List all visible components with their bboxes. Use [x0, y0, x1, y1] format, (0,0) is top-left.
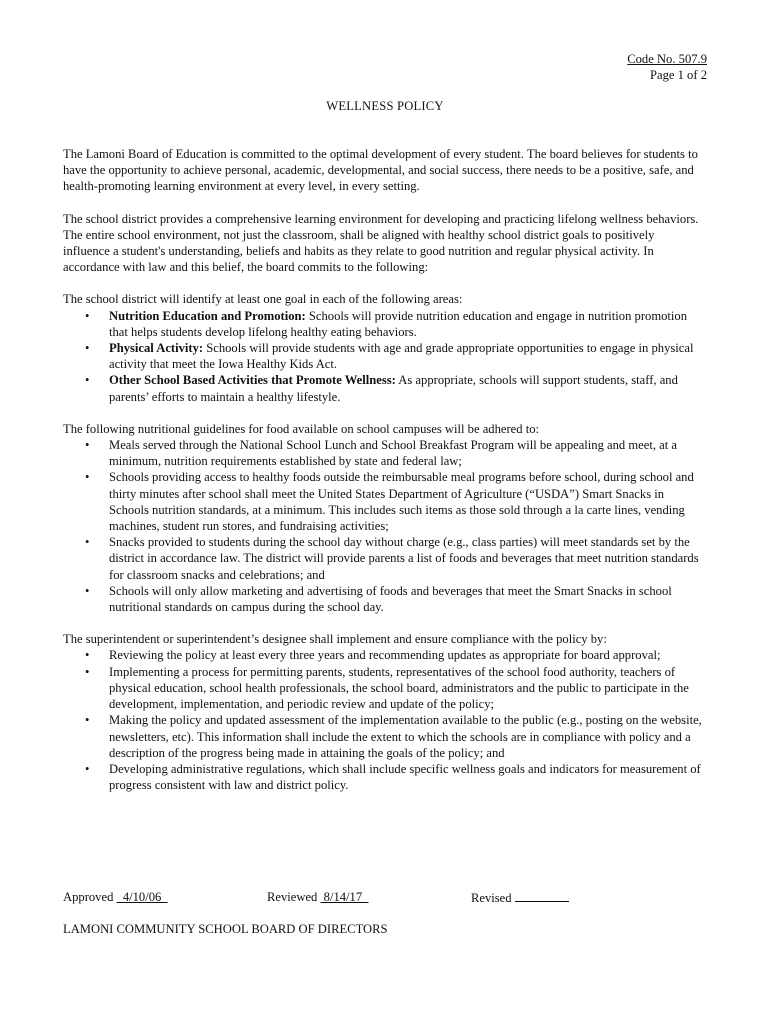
compliance-list: [63, 647, 703, 793]
nutrition-item-text: Meals served through the National School Lunch and School Breakfast Program will be appealing and meet, at a minimum, nutrition requirements established by state and federal law;: [109, 438, 677, 469]
bullet-icon: •: [85, 470, 90, 485]
list-item: [63, 437, 703, 469]
revised-date-field: [471, 889, 569, 906]
goals-list: [63, 308, 703, 405]
policy-code-block: [627, 51, 707, 83]
goal-text: Schools will provide students with age and grade appropriate opportunities to engage in physical activity that meet the Iowa Healthy Kids Act.: [109, 341, 694, 372]
bullet-icon: •: [85, 308, 90, 323]
list-item: [63, 372, 703, 404]
bullet-icon: •: [85, 535, 90, 550]
list-item: [63, 583, 703, 615]
compliance-lead: The superintendent or superintendent’s designee shall implement and ensure compliance with the policy by:: [63, 632, 607, 647]
policy-body: [63, 146, 703, 809]
list-item: [63, 469, 703, 534]
list-item: [63, 308, 703, 340]
bullet-icon: •: [85, 648, 90, 663]
reviewed-date: 8/14/17: [320, 890, 369, 904]
nutrition-list: [63, 437, 703, 615]
page-title: WELLNESS POLICY: [326, 99, 444, 113]
goal-text: Schools will provide nutrition education and engage in nutrition promotion that helps students develop lifelong healthy eating behaviors.: [109, 308, 687, 339]
board-name: LAMONI COMMUNITY SCHOOL BOARD OF DIRECTORS: [63, 922, 388, 936]
list-item: [63, 647, 703, 663]
list-item: [63, 712, 703, 761]
approved-date-field: [63, 889, 168, 905]
compliance-item-text: Developing administrative regulations, which shall include specific wellness goals and indicators for measurement of progress consistent with law and district policy.: [109, 761, 701, 793]
nutrition-item-text: Schools providing access to healthy foods outside the reimbursable meal programs before school, during school and thirty minutes after school shall meet the United States Department of Agriculture (“USDA”) Smart Snacks in Schools nutrition standards, at a minimum. This includes such items as those sold through a la carte lines, vending machines, student run stores, and fundraising activities;: [109, 470, 694, 534]
compliance-item-text: Making the policy and updated assessment of the implementation available to the public (e.g., posting on the website, newsletters, etc). This information shall include the extent to which the schools are in compliance with policy and a description of the progress being made in attaining the goals of the policy; and: [109, 713, 702, 760]
compliance-item-text: Implementing a process for permitting parents, students, representatives of the school food authority, teachers of physical education, school health professionals, the school board, administrators and the public to participate in the development, implementation, and periodic review and update of the policy;: [109, 664, 689, 712]
list-item: [63, 340, 703, 372]
revised-blank-line: [515, 889, 569, 902]
list-item: [63, 664, 703, 713]
reviewed-label: Reviewed: [267, 890, 321, 904]
bullet-icon: •: [85, 664, 90, 679]
bullet-icon: •: [85, 583, 90, 598]
reviewed-date-field: [267, 889, 368, 905]
list-item: [63, 761, 703, 793]
revised-label: Revised: [471, 891, 515, 905]
nutrition-lead: The following nutritional guidelines for food available on school campuses will be adhered to:: [63, 421, 539, 436]
nutrition-item-text: Snacks provided to students during the school day without charge (e.g., class parties) will meet standards set by the district in accordance law. The district will provide parents a list of foods and beverages that meet nutrition standards for classroom snacks and celebrations; and: [109, 535, 699, 582]
page-number: Page 1 of 2: [649, 68, 707, 83]
policy-dates: [63, 889, 703, 907]
bullet-icon: •: [85, 438, 90, 453]
goals-lead: The school district will identify at least one goal in each of the following areas:: [63, 292, 463, 307]
compliance-item-text: Reviewing the policy at least every three years and recommending updates as appropriate for board approval;: [109, 648, 661, 663]
approved-label: Approved: [63, 890, 117, 904]
intro-paragraph-1: The Lamoni Board of Education is committed to the optimal development of every student. The board believes for students to have the opportunity to achieve personal, academic, developmental, and social success, there needs to be a positive, safe, and health-promoting learning environment at every level, in every setting.: [63, 147, 698, 194]
list-item: [63, 534, 703, 583]
intro-paragraph-2: The school district provides a comprehensive learning environment for developing and practicing lifelong wellness behaviors. The entire school environment, not just the classroom, shall be aligned with healthy school district goals to positively influence a student's understanding, beliefs and habits as they relate to good nutrition and regular physical activity. In accordance with law and this belief, the board commits to the following:: [63, 211, 699, 275]
bullet-icon: •: [85, 713, 90, 728]
nutrition-item-text: Schools will only allow marketing and advertising of foods and beverages that meet the Smart Snacks in school nutritional standards on campus during the school day.: [109, 583, 672, 615]
goal-heading: Other School Based Activities that Promote Wellness:: [109, 373, 396, 388]
goal-heading: Nutrition Education and Promotion:: [109, 308, 306, 323]
goal-text: As appropriate, schools will support students, staff, and parents’ efforts to maintain a healthy lifestyle.: [109, 373, 678, 404]
policy-code-number: Code No. 507.9: [627, 52, 707, 66]
bullet-icon: •: [85, 373, 90, 388]
bullet-icon: •: [85, 341, 90, 356]
bullet-icon: •: [85, 761, 90, 776]
goal-heading: Physical Activity:: [109, 341, 204, 356]
approved-date: 4/10/06: [116, 890, 168, 904]
